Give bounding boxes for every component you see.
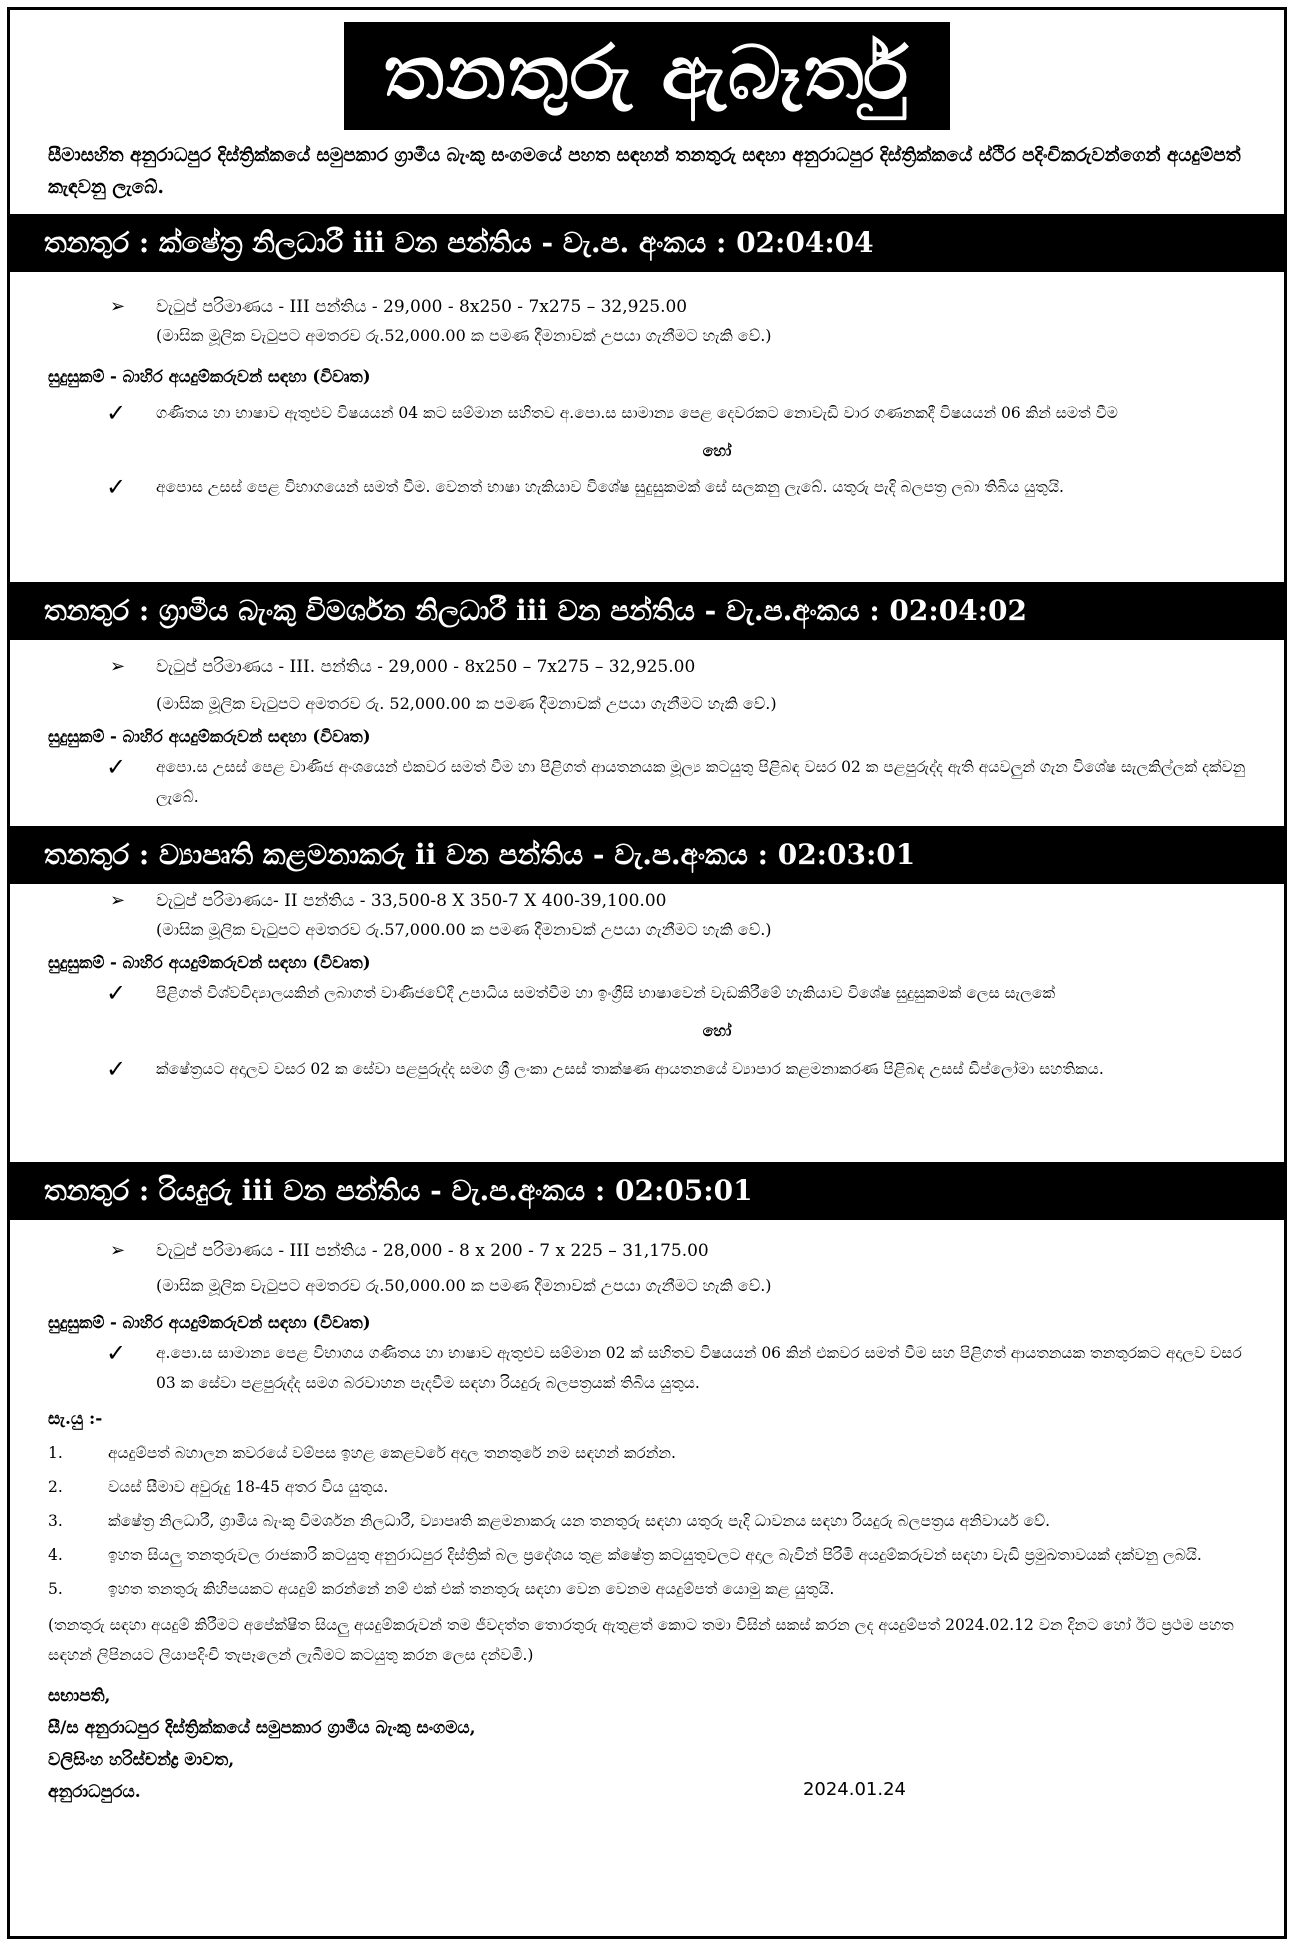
note-text: ඉහත තනතුරු කිහිපයකට අයදුම් කරන්නේ නම් එක් එක් තනතුරු සඳහා වෙන වෙනම අයදුම්පත් යොමු කළ යුතුයි. xyxy=(108,1580,835,1598)
or-separator: හෝ xyxy=(702,441,732,460)
salary-note: (මාසික මූලික වැටුපට අමතරව රු.50,000.00 ක පමණ දීමනාවක් උපයා ගැනීමට හැකි වේ.) xyxy=(156,1276,772,1295)
post-header-project-manager: තනතුර : ව්‍යාපෘති කළමනාකරු ii වන පන්තිය - වැ.ප.අංකය : 02:03:01 xyxy=(10,826,1284,884)
arrow-bullet-icon: ➢ xyxy=(110,1240,126,1261)
qualification-item xyxy=(48,978,1266,1008)
salary-text: වැටුප් පරිමාණය - III පන්තිය - 29,000 - 8x250 - 7x275 – 32,925.00 xyxy=(156,297,688,317)
signatory-title: සභාපති, xyxy=(48,1686,111,1706)
note-number: 2. xyxy=(48,1478,63,1496)
qualifications-heading: සුදුසුකම් - බාහිර අයදුම්කරුවන් සඳහා (විවෘත) xyxy=(48,953,371,972)
check-mark-icon: ✓ xyxy=(106,399,127,427)
note-text: ක්ෂේත්‍ර නිලධාරී, ග්‍රාමීය බැංකු විමර්ශන නිලධාරී, ව්‍යාපෘති කළමනාකරු යන තනතුරු සඳහා යතුරු පැදි ධාවනය සඳහා රියදුරු බලපත්‍රය අනිවාර්ය වේ. xyxy=(108,1512,1051,1530)
check-mark-icon: ✓ xyxy=(106,979,127,1007)
note-number: 5. xyxy=(48,1580,63,1598)
check-mark-icon: ✓ xyxy=(106,1339,127,1367)
intro-text: සීමාසහිත අනුරාධපුර දිස්ත්‍රික්කයේ සමුපකාර ග්‍රාමීය බැංකු සංගමයේ පහත සඳහන් තනතුරු සඳහා අනුරාධපුර දිස්ත්‍රික්කයේ ස්ථිර පදිංචිකරුවන්ගෙන් අයදුම්පත් කැඳවනු ලැබේ. xyxy=(48,145,1241,198)
notes-heading: සැ.යු :- xyxy=(48,1409,103,1429)
qualifications-heading: සුදුසුකම් - බාහිර අයදුම්කරුවන් සඳහා (විවෘත) xyxy=(48,727,371,746)
qualification-item xyxy=(48,472,1266,502)
salary-note: (මාසික මූලික වැටුපට අමතරව රු.57,000.00 ක පමණ දීමනාවක් උපයා ගැනීමට හැකි වේ.) xyxy=(156,920,772,939)
organization-name: සී/ස අනුරාධපුර දිස්ත්‍රික්කයේ සමුපකාර ග්‍රාමීය බැංකු සංගමය, xyxy=(48,1718,476,1738)
note-text: අයදුම්පත් බහාලන කවරයේ වම්පස ඉහළ කෙළවරේ අදාල තනතුරේ නම සඳහන් කරන්න. xyxy=(108,1444,676,1462)
note-item xyxy=(48,1540,1266,1574)
or-separator: හෝ xyxy=(702,1021,732,1040)
post-section-field-officer xyxy=(10,272,1284,582)
signature-block xyxy=(48,1670,1266,1808)
qualification-item xyxy=(48,392,1266,428)
note-text: ඉහත සියලු තනතුරුවල රාජකාරි කටයුතු අනුරාධපුර දිස්ත්‍රික් බල ප්‍රදේශය තුළ ක්ෂේත්‍ර කටයුතුවලට අදාල බැවින් පිරිමි අයදුම්කරුවන් සඳහා වැඩි ප්‍රමුඛතාවයක් දක්වනු ලබයි. xyxy=(108,1546,1202,1564)
arrow-bullet-icon: ➢ xyxy=(110,656,126,677)
qualification-text: අපො.ස උසස් පෙළ වාණිජ අංශයෙන් එකවර සමත් වීම හා පිළිගත් ආයතනයක මූල්‍ය කටයුතු පිළිබඳ වසර 02 ක පළපුරුද්ද ඇති අයවලුන් ගැන විශේෂ සැලකිල්ලක් දක්වනු ලැබේ. xyxy=(156,758,1246,806)
note-number: 4. xyxy=(48,1546,63,1564)
salary-text: වැටුප් පරිමාණය- II පන්තිය - 33,500-8 X 350-7 X 400-39,100.00 xyxy=(156,891,667,911)
salary-text: වැටුප් පරිමාණය - III. පන්තිය - 29,000 - 8x250 – 7x275 – 32,925.00 xyxy=(156,657,696,677)
note-text: වයස් සීමාව අවුරුදු 18-45 අතර විය යුතුය. xyxy=(108,1478,389,1496)
check-mark-icon: ✓ xyxy=(106,473,127,501)
qualification-item xyxy=(48,1338,1266,1398)
page-title: තනතුරු ඇබෑර්තු xyxy=(344,22,950,130)
salary-scale xyxy=(48,1236,1266,1266)
qualifications-heading: සුදුසුකම් - බාහිර අයදුම්කරුවන් සඳහා (විවෘත) xyxy=(48,367,371,386)
salary-scale xyxy=(48,292,1266,322)
qualification-text: ගණිතය හා භාෂාව ඇතුළුව විෂයයන් 04 කට සම්මාන සහිතව අ.පො.ස සාමාන්‍ය පෙළ දෙවරකට නොවැඩි වාර ගණනකදී විෂයයන් 06 කින් සමත් වීම xyxy=(156,404,1118,422)
qualification-item xyxy=(48,1054,1266,1084)
qualification-item xyxy=(48,752,1266,812)
qualification-text: අපොස උසස් පෙළ විභාගයෙන් සමත් වීම. වෙනත් භාෂා හැකියාව විශේෂ සුදුසුකමක් සේ සලකනු ලැබේ. යතුරු පැදි බලපත්‍ර ලබා තිබිය යුතුයි. xyxy=(156,478,1064,496)
salary-text: වැටුප් පරිමාණය - III පන්තිය - 28,000 - 8 x 200 - 7 x 225 – 31,175.00 xyxy=(156,1241,709,1261)
salary-scale xyxy=(48,886,1266,916)
post-header-field-officer: තනතුර : ක්ෂේත්‍ර නිලධාරී iii වන පන්තිය - වැ.ප. අංකය : 02:04:04 xyxy=(10,214,1284,272)
closing-instructions: (තනතුරු සඳහා අයදුම් කිරීමට අපේක්ෂිත සියලු අයදුම්කරුවන් තම ජීවදත්ත තොරතුරු ඇතුළත් කොට තමා විසින් සකස් කරන ලද අයදුම්පත් 2024.02.12 වන දිනට හෝ ඊට ප්‍රථම පහත සඳහන් ලිපිනයට ලියාපදිංචි තැපෑලෙන් ලැබීමට කටයුතු කරන ලෙස දන්වමි.) xyxy=(48,1616,1234,1664)
note-item xyxy=(48,1472,1266,1506)
address-city: අනුරාධපුරය. xyxy=(48,1782,141,1802)
note-number: 1. xyxy=(48,1444,63,1462)
salary-note: (මාසික මූලික වැටුපට අමතරව රු. 52,000.00 ක පමණ දීමනාවක් උපයා ගැනීමට හැකි වේ.) xyxy=(156,694,777,713)
arrow-bullet-icon: ➢ xyxy=(110,296,126,317)
qualification-text: පිළිගත් විශ්වවිද්‍යාලයකින් ලබාගත් වාණිජවේදී උපාධිය සමත්වීම හා ඉංග්‍රීසි භාෂාවෙන් වැඩකිරීමේ හැකියාව විශේෂ සුදුසුකමක් ලෙස සැලකේ xyxy=(156,984,1056,1002)
qualification-text: අ.පො.ස සාමාන්‍ය පෙළ විභාගය ගණිතය හා භාෂාව ඇතුළුව සම්මාන 02 ක් සහිතව විෂයයන් 06 කින් එකවර සමත් වීම සහ පිළිගත් ආයතනයක තනතුරකට අදාලව වසර 03 ක සේවා පළපුරුද්ද සමග බරවාහන පැදවීම සඳහා රියදුරු බලපත්‍රයක් තිබිය යුතුය. xyxy=(156,1344,1242,1392)
salary-scale xyxy=(48,652,1266,682)
post-section-driver xyxy=(10,1220,1284,1808)
post-section-rural-bank-inspector xyxy=(10,640,1284,826)
post-header-rural-bank-inspector: තනතුර : ග්‍රාමීය බැංකු විමර්ශන නිලධාරී iii වන පන්තිය - වැ.ප.අංකය : 02:04:02 xyxy=(10,582,1284,640)
qualification-text: ක්ෂේත්‍රයට අදාලව වසර 02 ක සේවා පළපුරුද්ද සමග ශ්‍රී ලංකා උසස් තාක්ෂණ ආයතනයේ ව්‍යාපාර කළමනාකරණ පිළිබඳ උසස් ඩිප්ලෝමා සහතිකය. xyxy=(156,1060,1104,1078)
qualifications-heading: සුදුසුකම් - බාහිර අයදුම්කරුවන් සඳහා (විවෘත) xyxy=(48,1313,371,1332)
note-item xyxy=(48,1506,1266,1540)
salary-note: (මාසික මූලික වැටුපට අමතරව රු.52,000.00 ක පමණ දීමනාවක් උපයා ගැනීමට හැකි වේ.) xyxy=(156,326,772,345)
post-header-driver: තනතුර : රියදුරු iii වන පන්තිය - වැ.ප.අංකය : 02:05:01 xyxy=(10,1162,1284,1220)
advertisement-page xyxy=(7,7,1287,1939)
notice-date: 2024.01.24 xyxy=(802,1779,906,1800)
check-mark-icon: ✓ xyxy=(106,1055,127,1083)
check-mark-icon: ✓ xyxy=(106,753,127,781)
arrow-bullet-icon: ➢ xyxy=(110,890,126,911)
note-number: 3. xyxy=(48,1512,63,1530)
note-item xyxy=(48,1438,1266,1472)
title-area xyxy=(10,10,1284,130)
address-street: වලිසිංහ හරිස්චන්ද්‍ර මාවත, xyxy=(48,1750,235,1770)
post-section-project-manager xyxy=(10,884,1284,1162)
note-item xyxy=(48,1574,1266,1608)
